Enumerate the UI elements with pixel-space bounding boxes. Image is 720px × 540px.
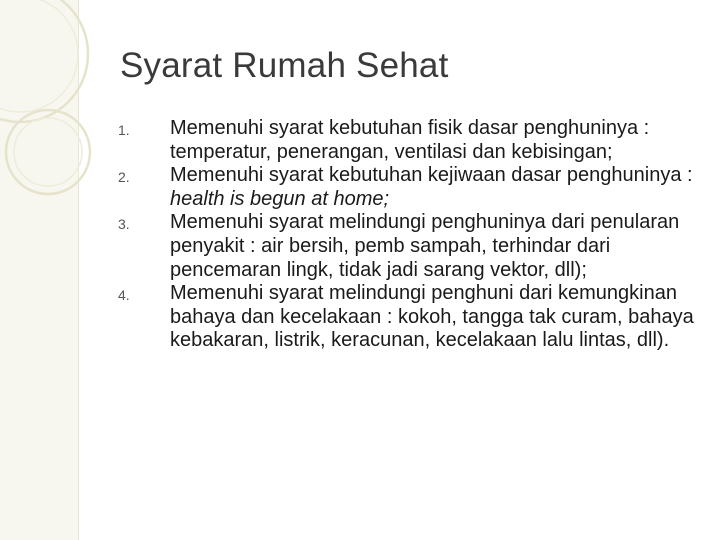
slide-title: Syarat Rumah Sehat	[120, 46, 449, 85]
list-item-italic-text: health is begun at home;	[170, 187, 390, 210]
requirements-list	[118, 117, 708, 353]
list-item-text: Memenuhi syarat melindungi penghuninya dari penularan penyakit : air bersih, pemb sampah, terhindar dari pencemaran lingk, tidak jadi sarang vektor, dll);	[170, 211, 680, 281]
list-item-text: Memenuhi syarat kebutuhan fisik dasar penghuninya : temperatur, penerangan, ventilasi dan kebisingan;	[170, 117, 650, 163]
decorative-ring-inner	[0, 0, 78, 112]
list-item	[118, 117, 708, 164]
list-item-number: 1.	[118, 122, 130, 138]
decorative-ring-large	[0, 0, 88, 122]
list-item-text: Memenuhi syarat melindungi penghuni dari kemungkinan bahaya dan kecelakaan : kokoh, tangga tak curam, bahaya kebakaran, listrik, keracunan, kecelakaan lalu lintas, dll).	[170, 282, 694, 352]
list-item-number: 2.	[118, 169, 130, 186]
decorative-ring-small-inner	[14, 118, 82, 186]
list-item-text: Memenuhi syarat kebutuhan kejiwaan dasar penghuninya :	[170, 164, 693, 187]
decorative-ring-small	[6, 110, 90, 194]
list-item-number: 4.	[118, 287, 130, 304]
list-item	[118, 164, 708, 211]
list-item-number: 3.	[118, 216, 130, 233]
decorative-rings	[0, 0, 130, 240]
list-item	[118, 211, 708, 282]
list-item	[118, 282, 708, 353]
